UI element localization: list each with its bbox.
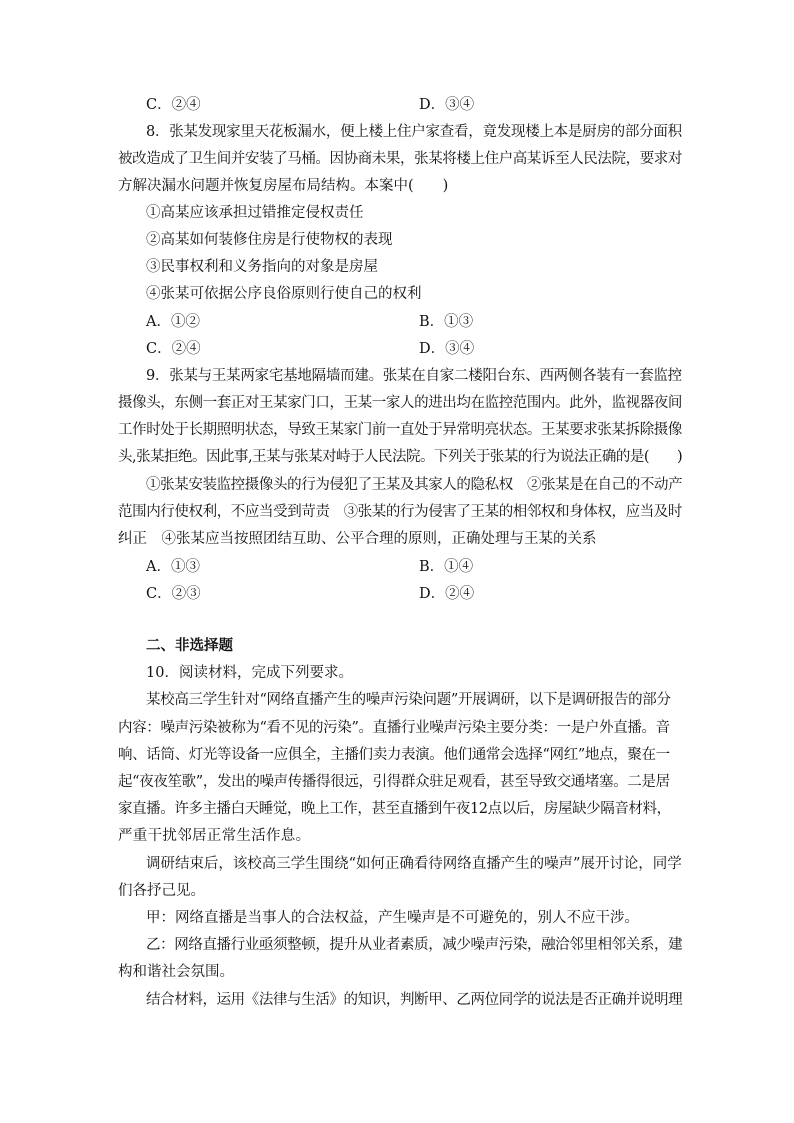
q8-stem-line-3: 方解决漏水问题并恢复房屋布局结构。本案中( ) xyxy=(118,178,449,194)
q10-discussion-line-2: 们各抒己见。 xyxy=(118,883,205,899)
q10-material-line-1: 某校高三学生针对“网络直播产生的噪声污染问题”开展调研，以下是调研报告的部分 xyxy=(146,692,671,708)
q10-material-line-6: 严重干扰邻居正常生活作息。 xyxy=(118,828,311,844)
q10-material-line-2: 内容：噪声污染被称为“看不见的污染”。直播行业噪声污染主要分类：一是户外直播。音 xyxy=(118,720,670,736)
q8-option-c: C．②④ xyxy=(146,341,201,357)
q10-discussion-line-1: 调研结束后，该校高三学生围绕“如何正确看待网络直播产生的噪声”展开讨论，同学 xyxy=(146,856,682,872)
q9-stem-line-3: 工作时处于长期照明状态，导致王某家门前一直处于异常明亮状态。王某要求张某拆除摄像 xyxy=(118,422,682,438)
q10-yi-view-line-1: 乙：网络直播行业亟须整顿，提升从业者素质，减少噪声污染，融洽邻里相邻关系，建 xyxy=(146,937,683,953)
q8-statement-1: ①高某应该承担过错推定侵权责任 xyxy=(146,205,364,221)
q9-stem-line-2: 摄像头，东侧一套正对王某家门口，王某一家人的进出均在监控范围内。此外，监视器夜间 xyxy=(118,395,682,411)
q9-stem-line-1: 9．张某与王某两家宅基地隔墙而建。张某在自家二楼阳台东、西两侧各装有一套监控 xyxy=(146,368,682,384)
q9-statements-line-2: 范围内行使权利，不应当受到苛责 ③张某的行为侵害了王某的相邻权和身体权，应当及时 xyxy=(118,504,682,520)
section-title: 二、非选择题 xyxy=(146,637,233,654)
q10-jia-view: 甲：网络直播是当事人的合法权益，产生噪声是不可避免的，别人不应干涉。 xyxy=(146,910,639,926)
q10-material-line-3: 响、话筒、灯光等设备一应俱全，主播们卖力表演。他们通常会选择“网红”地点，聚在一 xyxy=(118,747,670,763)
q9-statements-line-1: ①张某安装监控摄像头的行为侵犯了王某及其家人的隐私权 ②张某是在自己的不动产 xyxy=(146,477,683,493)
q8-statement-4: ④张某可依据公序良俗原则行使自己的权利 xyxy=(146,286,422,302)
q9-option-d: D．②④ xyxy=(419,586,475,602)
q10-material-line-4: 起“夜夜笙歌”，发出的噪声传播得很远，引得群众驻足观看，甚至导致交通堵塞。二是居 xyxy=(118,774,670,790)
q10-material-line-5: 家直播。许多主播白天睡觉，晚上工作，甚至直播到午夜12点以后，房屋缺少隔音材料， xyxy=(118,801,671,817)
q8-statement-3: ③民事权利和义务指向的对象是房屋 xyxy=(146,259,378,275)
q9-option-b: B．①④ xyxy=(419,559,474,575)
q8-option-d: D．③④ xyxy=(419,341,475,357)
q10-yi-view-line-2: 构和谐社会氛围。 xyxy=(118,964,234,980)
q8-stem-line-1: 8．张某发现家里天花板漏水，便上楼上住户家查看，竟发现楼上本是厨房的部分面积 xyxy=(146,124,682,140)
q8-option-a: A．①② xyxy=(146,314,200,330)
q7-option-d: D．③④ xyxy=(419,97,475,113)
q8-statement-2: ②高某如何装修住房是行使物权的表现 xyxy=(146,232,393,248)
q9-option-c: C．②③ xyxy=(146,586,201,602)
q7-option-c: C．②④ xyxy=(146,97,201,113)
q9-stem-line-4: 头,张某拒绝。因此事,王某与张某对峙于人民法院。下列关于张某的行为说法正确的是( ) xyxy=(118,449,683,465)
q10-stem: 10．阅读材料，完成下列要求。 xyxy=(146,665,353,681)
q9-statements-line-3: 纠正 ④张某应当按照团结互助、公平合理的原则，正确处理与王某的关系 xyxy=(118,531,597,547)
q9-option-a: A．①③ xyxy=(146,559,200,575)
q10-requirement: 结合材料，运用《法律与生活》的知识，判断甲、乙两位同学的说法是否正确并说明理 xyxy=(146,992,683,1008)
q8-stem-line-2: 被改造成了卫生间并安装了马桶。因协商未果，张某将楼上住户高某诉至人民法院，要求对 xyxy=(118,151,682,167)
q8-option-b: B．①③ xyxy=(419,314,474,330)
